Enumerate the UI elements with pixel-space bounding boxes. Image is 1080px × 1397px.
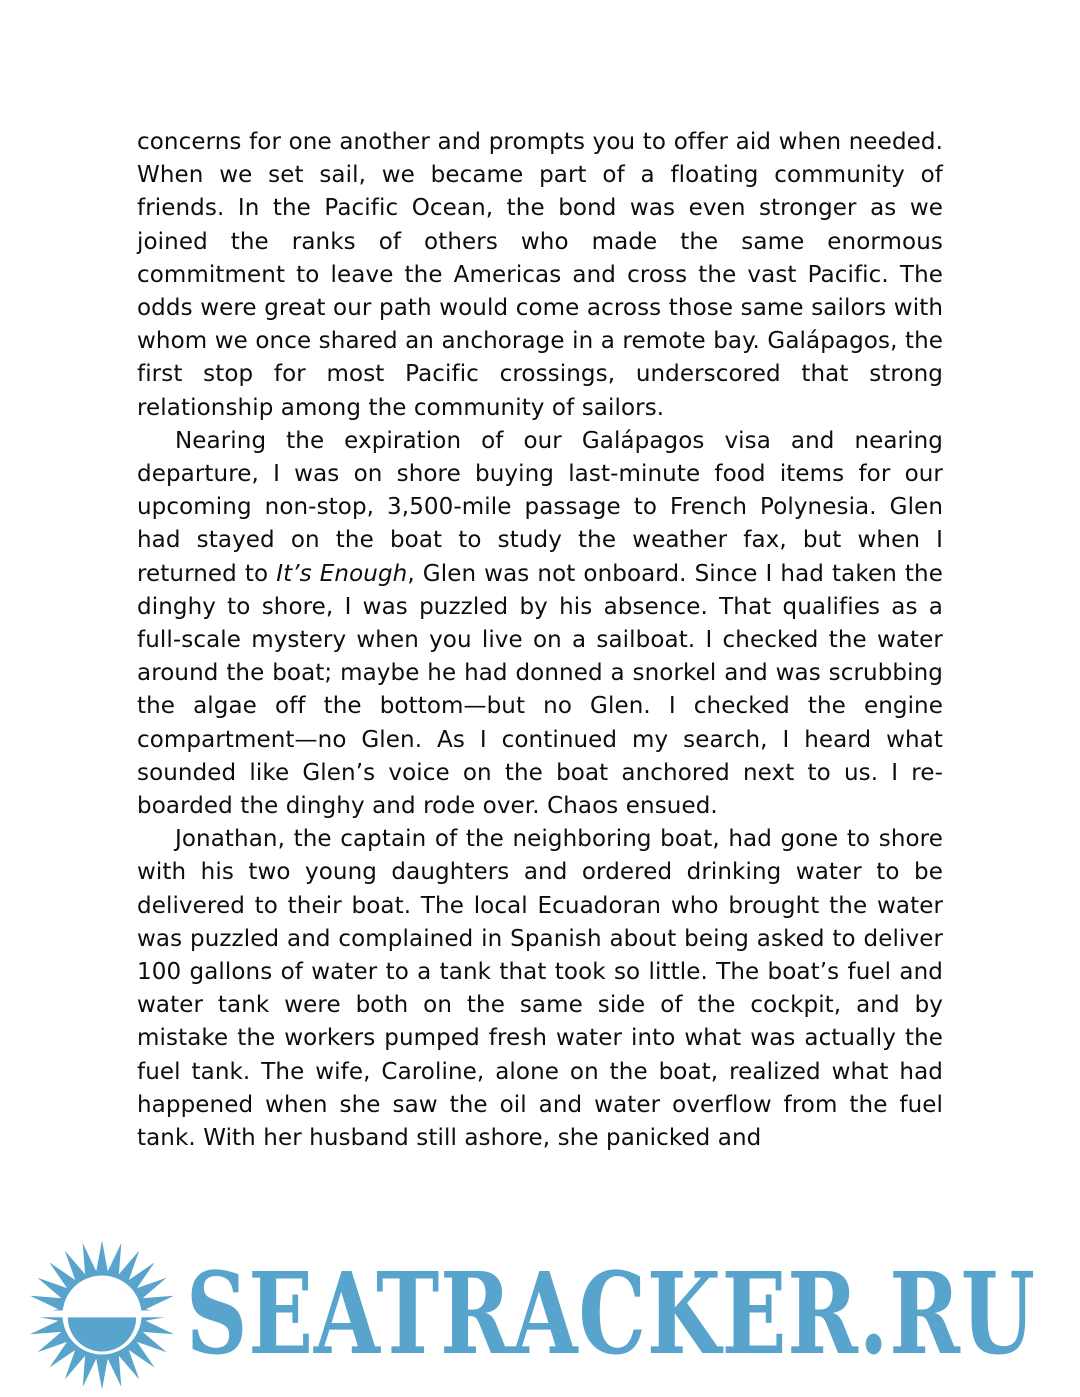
sun-stencil-cut [26,1310,178,1317]
document-paragraphs [137,126,943,1155]
boat-name-italic: It’s Enough [276,560,408,587]
paragraph-text: Jonathan, the captain of the neighboring boat, had gone to shore with his two young daughters and ordered drinking water to be delivered to their boat. The local Ecuadoran who brought the water was puzzled and complained in Spanish about being asked to deliver 100 gallons of water to a tank that took so little. The boat’s fuel and water tank were both on the same side of the cockpit, and by mistake the workers pumped fresh water into what was actually the fuel tank. The wife, Caroline, alone on the boat, realized what had happened when she saw the oil and water overflow from the fuel tank. With her husband still ashore, she panicked and [137,826,943,1152]
paragraph-text: Nearing the expiration of our Galápagos visa and nearing departure, I was on shore buying last-minute food items for our upcoming non-stop, 3,500-mile passage to French Polynesia. Glen had stayed on the boat to study the weather fax, but when I returned to [137,427,943,587]
watermark [20,1239,1080,1391]
paragraph [137,823,943,1155]
paragraph-text: , Glen was not onboard. Since I had taken the dinghy to shore, I was puzzled by his absence. That qualifies as a full-scale mystery when you live on a sailboat. I checked the water around the boat; maybe he had donned a snorkel and was scrubbing the algae off the bottom—but no Glen. I checked the engine compartment—no Glen. As I continued my search, I heard what sounded like Glen’s voice on the boat anchored next to us. I re-boarded the dinghy and rode over. Chaos ensued. [137,560,943,820]
paragraph [137,126,943,425]
sun-icon [20,1239,184,1391]
watermark-text: SEATRACKER.RU [186,1249,1036,1380]
paragraph-text: concerns for one another and prompts you to offer aid when needed. When we set sail, we became part of a floating community of friends. In the Pacific Ocean, the bond was even stronger as we joined the ranks of others who made the same enormous commitment to leave the Americas and cross the vast Pacific. The odds were great our path would come across those same sailors with whom we once shared an anchorage in a remote bay. Galápagos, the first stop for most Pacific crossings, underscored that strong relationship among the community of sailors. [137,129,943,421]
paragraph [137,425,943,823]
